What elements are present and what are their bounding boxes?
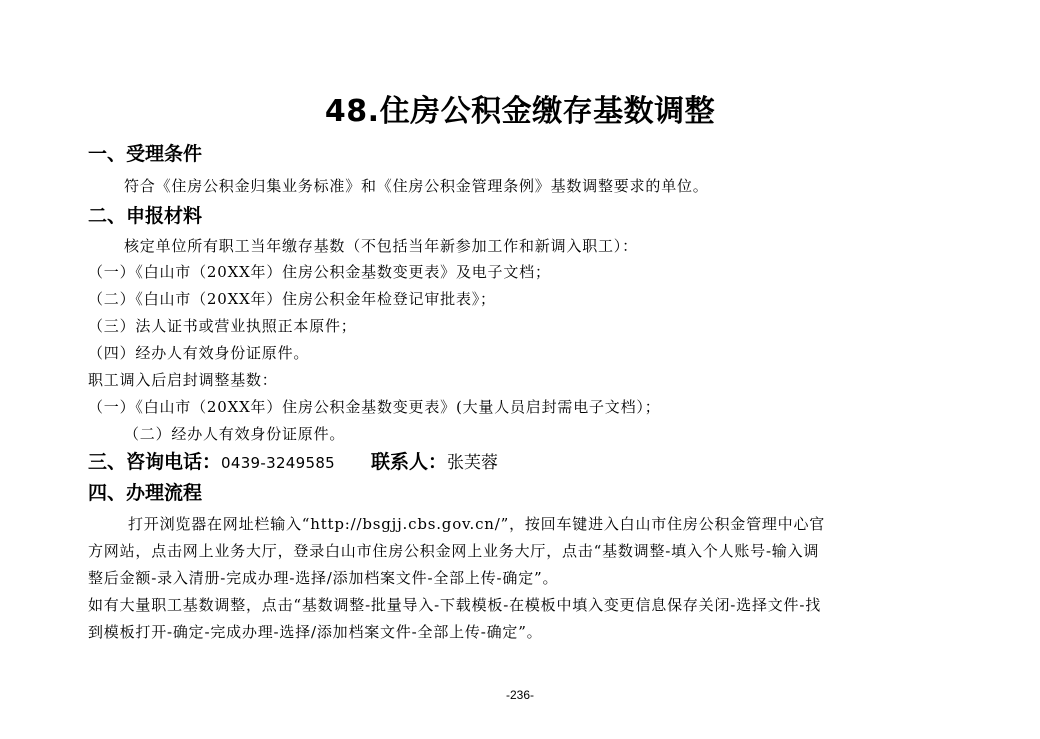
contact-label: 联系人： (371, 451, 448, 473)
materials-item-4: （四）经办人有效身份证原件。 (88, 344, 310, 362)
process-line-3: 整后金额-录入清册-完成办理-选择/添加档案文件-全部上传-确定”。 (88, 569, 559, 587)
materials-item-3: （三）法人证书或营业执照正本原件； (88, 317, 357, 335)
materials-item2-1: （一）《白山市（20XX年）住房公积金基数变更表》(大量人员启封需电子文档）； (88, 398, 661, 416)
materials-intro-2: 职工调入后启封调整基数： (88, 371, 278, 389)
section-heading-consult (88, 450, 498, 475)
process-line-4: 如有大量职工基数调整，点击“基数调整-批量导入-下载模板-在模板中填入变更信息保存关闭-选择文件-找 (88, 596, 822, 614)
materials-item2-2: （二）经办人有效身份证原件。 (124, 425, 346, 443)
consult-phone: 0439-3249585 (221, 454, 336, 472)
section-heading-conditions: 一、受理条件 (88, 143, 203, 165)
page-number: -236- (505, 688, 534, 702)
section-heading-process: 四、办理流程 (88, 482, 203, 504)
materials-item-1: （一）《白山市（20XX年）住房公积金基数变更表》及电子文档； (88, 263, 551, 281)
materials-intro: 核定单位所有职工当年缴存基数（不包括当年新参加工作和新调入职工）： (124, 237, 638, 255)
contact-name: 张芙蓉 (447, 453, 499, 473)
section-heading-materials: 二、申报材料 (88, 205, 203, 227)
materials-item-2: （二）《白山市（20XX年）住房公积金年检登记审批表》； (88, 290, 496, 308)
consult-label: 三、咨询电话： (88, 451, 222, 473)
page-title: 48.住房公积金缴存基数调整 (324, 94, 716, 129)
process-line-1: 打开浏览器在网址栏输入“http://bsgjj.cbs.gov.cn/”，按回车键进入白山市住房公积金管理中心官 (128, 515, 826, 533)
conditions-text: 符合《住房公积金归集业务标准》和《住房公积金管理条例》基数调整要求的单位。 (124, 177, 709, 195)
process-line-2: 方网站，点击网上业务大厅，登录白山市住房公积金网上业务大厅，点击“基数调整-填入个人账号-输入调 (88, 542, 820, 560)
process-line-5: 到模板打开-确定-完成办理-选择/添加档案文件-全部上传-确定”。 (88, 623, 543, 641)
